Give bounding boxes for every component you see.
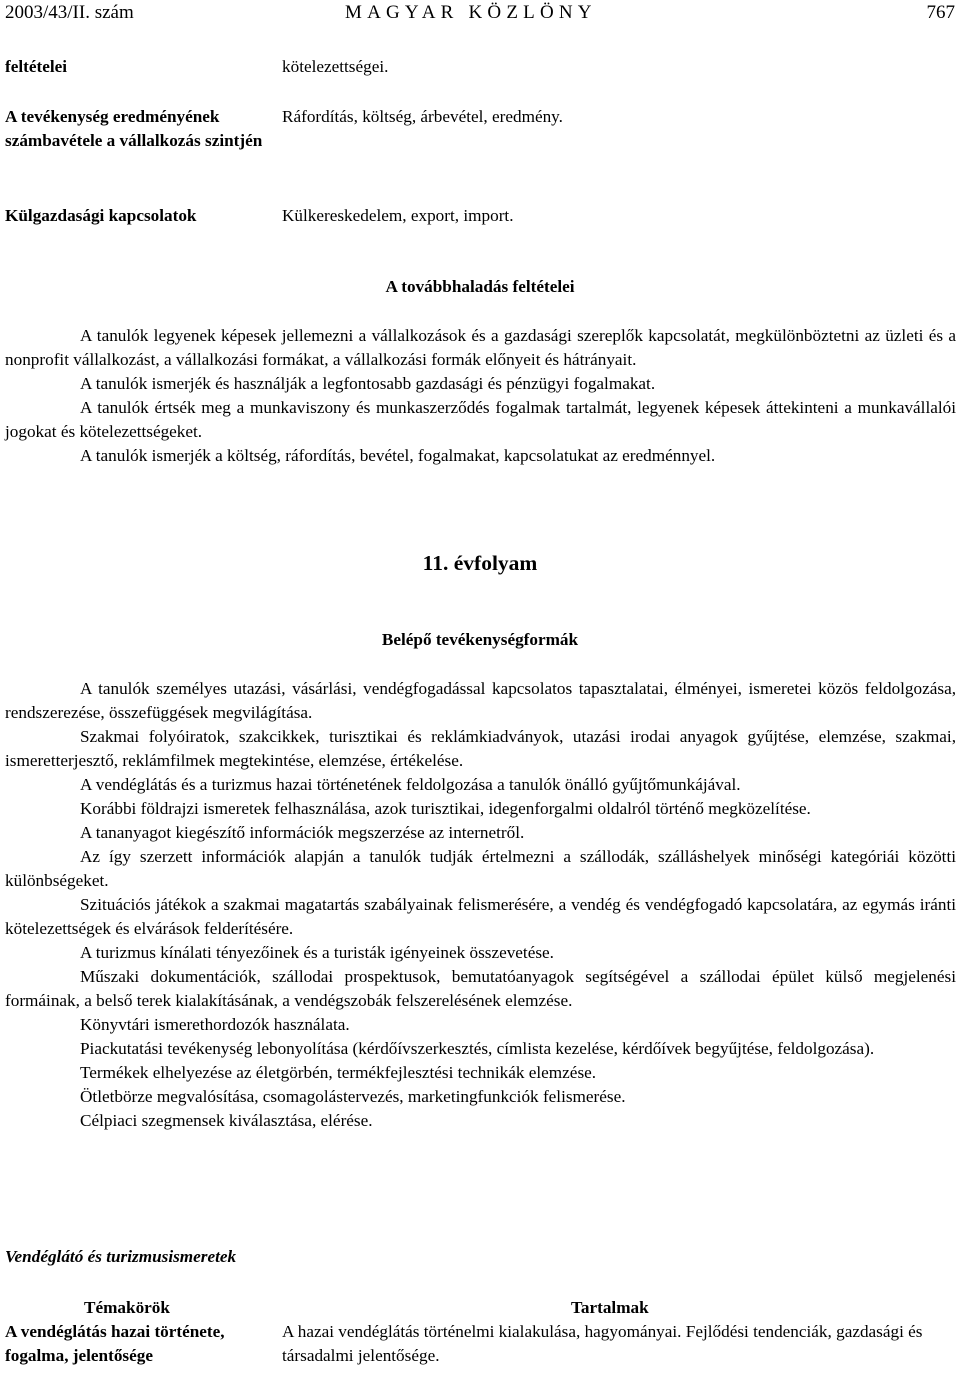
subject-title: Vendéglátó és turizmusismeretek: [5, 1247, 237, 1266]
paragraph: Korábbi földrajzi ismeretek felhasználása, azok turisztikai, idegenforgalmi oldalról történő megközelítése.: [80, 799, 811, 818]
topic-label: A vendéglátás hazai története, fogalma, jelentősége: [5, 1322, 225, 1365]
paragraph: A vendéglátás és a turizmus hazai történetének feldolgozása a tanulók önálló gyűjtőmunkájával.: [80, 775, 741, 794]
activities-paragraphs: [5, 677, 956, 1133]
publication-title: MAGYAR KÖZLÖNY: [345, 2, 597, 23]
paragraph: Célpiaci szegmensek kiválasztása, elérése.: [80, 1111, 373, 1130]
section-title-activities: Belépő tevékenységformák: [381, 630, 579, 649]
topic-label: A tevékenység eredményének számbavétele a vállalkozás szintjén: [5, 107, 263, 150]
paragraph: Könyvtári ismerethordozók használata.: [80, 1015, 350, 1034]
paragraph: A tanulók ismerjék a költség, ráfordítás, bevétel, fogalmakat, kapcsolatukat az eredménnyel.: [80, 446, 716, 465]
section-title-progression: A továbbhaladás feltételei: [385, 277, 575, 296]
paragraph: Szituációs játékok a szakmai magatartás szabályainak felismerésére, a vendég és vendégfogadó kapcsolatára, az egymás iránti kötelezettségek és elvárások felderítésére.: [5, 895, 956, 938]
topic-content: A hazai vendéglátás történelmi kialakulása, hagyományai. Fejlődési tendenciák, gazdasági és társadalmi jelentősége.: [282, 1322, 923, 1365]
topic-content: Külkereskedelem, export, import.: [282, 206, 514, 225]
paragraph: Szakmai folyóiratok, szakcikkek, turisztikai és reklámkiadványok, utazási irodai anyagok gyűjtése, elemzése, szakmai, ismeretterjesztő, reklámfilmek megtekintése, elemzése, értékelése.: [5, 727, 956, 770]
grade-title: 11. évfolyam: [422, 551, 538, 575]
paragraph: A tanulók értsék meg a munkaviszony és munkaszerződés fogalmak tartalmát, legyenek képesek áttekinteni a munkavállalói jogokat és kötelezettségeket.: [5, 398, 956, 441]
column-header-topics: Témakörök: [84, 1298, 170, 1317]
issue-number: 2003/43/II. szám: [5, 2, 134, 23]
topic-label: Külgazdasági kapcsolatok: [5, 206, 197, 225]
paragraph: A tananyagot kiegészítő információk megszerzése az internetről.: [80, 823, 525, 842]
column-header-contents: Tartalmak: [571, 1298, 649, 1317]
paragraph: Az így szerzett információk alapján a tanulók tudják értelmezni a szállodák, szálláshelyek minőségi kategóriái közötti különbségeket.: [5, 847, 956, 890]
progression-paragraphs: [5, 324, 956, 468]
page-header: [5, 1, 955, 27]
paragraph: Műszaki dokumentációk, szállodai prospektusok, bemutatóanyagok segítségével a szállodai épület külső megjelenési formáinak, a belső terek kialakításának, a vendégszobák felszerelésének elemzése.: [5, 967, 956, 1010]
page-number: 767: [926, 2, 955, 23]
topic-content: kötelezettségei.: [282, 57, 389, 76]
topic-label: feltételei: [5, 57, 68, 76]
paragraph: A tanulók személyes utazási, vásárlási, vendégfogadással kapcsolatos tapasztalatai, élményei, ismeretei közös feldolgozása, rendszerezése, összefüggések megvilágítása.: [5, 679, 956, 722]
paragraph: A turizmus kínálati tényezőinek és a turisták igényeinek összevetése.: [80, 943, 554, 962]
paragraph: A tanulók legyenek képesek jellemezni a vállalkozások és a gazdasági szereplők kapcsolatát, megkülönböztetni az üzleti és a nonprofit vállalkozást, a vállalkozási formákat, a vállalkozási formák előnyeit és hátrányait.: [5, 326, 956, 369]
topic-content: Ráfordítás, költség, árbevétel, eredmény.: [282, 107, 563, 126]
paragraph: Termékek elhelyezése az életgörbén, termékfejlesztési technikák elemzése.: [80, 1063, 597, 1082]
paragraph: Piackutatási tevékenység lebonyolítása (kérdőívszerkesztés, címlista kezelése, kérdőívek begyűjtése, feldolgozása).: [80, 1039, 875, 1058]
paragraph: A tanulók ismerjék és használják a legfontosabb gazdasági és pénzügyi fogalmakat.: [80, 374, 656, 393]
paragraph: Ötletbörze megvalósítása, csomagolástervezés, marketingfunkciók felismerése.: [80, 1087, 626, 1106]
